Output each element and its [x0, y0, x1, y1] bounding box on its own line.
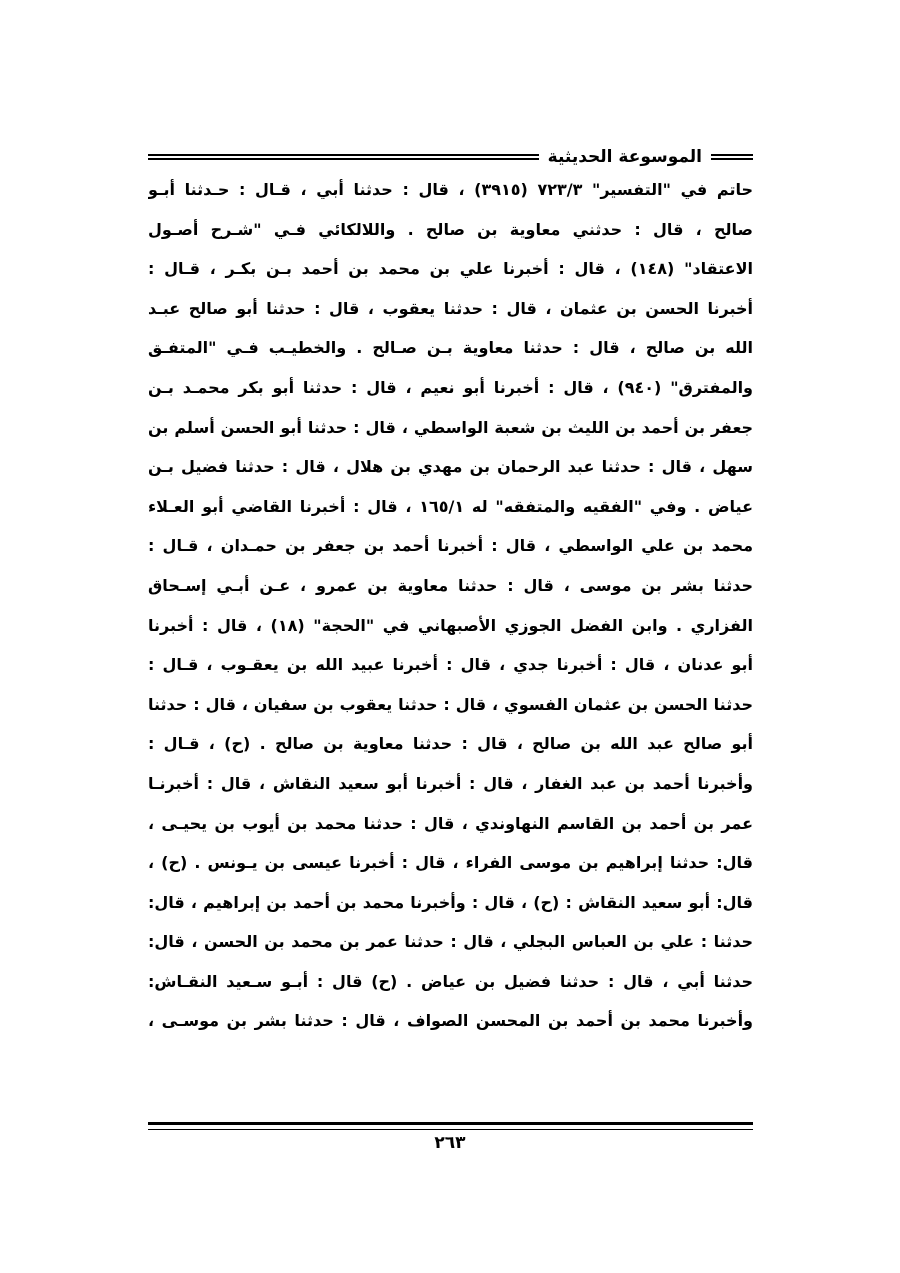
text-line: عياض . وفي "الفقيه والمتفقه" له ١٦٥/١ ، قال : أخبرنا القاضي أبو العـلاء — [148, 496, 753, 516]
text-line: قال: أبو سعيد النقاش : (ح) ، قال : وأخبرنا محمد بن أحمد بن إبراهيم ، قال: — [148, 892, 753, 912]
text-line: عمر بن أحمد بن القاسم النهاوندي ، قال : حدثنا محمد بن أيوب بن يحيـى ، — [148, 813, 753, 833]
text-line: أبو صالح عبد الله بن صالح ، قال : حدثنا معاوية بن صالح . (ح) ، قـال : — [148, 734, 753, 754]
footer-rule-thick — [148, 1122, 753, 1125]
header-title: الموسوعة الحديثية — [547, 147, 702, 167]
body-text — [148, 170, 753, 1041]
text-line: أخبرنا الحسن بن عثمان ، قال : حدثنا يعقوب ، قال : حدثنا أبو صالح عبـد — [148, 298, 753, 318]
text-line: قال: حدثنا إبراهيم بن موسى الفراء ، قال : أخبرنا عيسى بن يـونس . (ح) ، — [148, 853, 753, 873]
text-line: حدثنا بشر بن موسى ، قال : حدثنا معاوية بن عمرو ، عـن أبـي إسـحاق — [148, 575, 753, 595]
footer-rule-thin — [148, 1129, 753, 1130]
text-line: الفزاري . وابن الفضل الجوزي الأصبهاني في "الحجة" (١٨) ، قال : أخبرنا — [148, 615, 753, 635]
text-line: أبو عدنان ، قال : أخبرنا جدي ، قال : أخبرنا عبيد الله بن يعقـوب ، قـال : — [148, 655, 753, 675]
text-line: حدثنا الحسن بن عثمان الفسوي ، قال : حدثنا يعقوب بن سفيان ، قال : حدثنا — [148, 694, 753, 714]
text-line: والمفترق" (٩٤٠) ، قال : أخبرنا أبو نعيم ، قال : حدثنا أبو بكر محمـد بـن — [148, 377, 753, 397]
text-line: وأخبرنا أحمد بن عبد الغفار ، قال : أخبرنا أبو سعيد النقاش ، قال : أخبرنـا — [148, 773, 753, 793]
text-line: الاعتقاد" (١٤٨) ، قال : أخبرنا علي بن محمد بن أحمد بـن بكـر ، قـال : — [148, 259, 753, 279]
text-line: الله بن صالح ، قال : حدثنا معاوية بـن صـالح . والخطيـب فـي "المتفـق — [148, 338, 753, 358]
header-rule-long — [148, 154, 539, 160]
text-line: حدثنا أبي ، قال : حدثنا فضيل بن عياض . (ح) قال : أبـو سـعيد النقـاش: — [148, 971, 753, 991]
text-line: محمد بن علي الواسطي ، قال : أخبرنا أحمد بن جعفر بن حمـدان ، قـال : — [148, 536, 753, 556]
text-line: حاتم في "التفسير" ٧٢٣/٣ (٣٩١٥) ، قال : حدثنا أبي ، قـال : حـدثنا أبـو — [148, 180, 753, 199]
header-rule-short — [711, 154, 753, 160]
running-header — [148, 142, 753, 172]
text-line: جعفر بن أحمد بن الليث بن شعبة الواسطي ، قال : حدثنا أبو الحسن أسلم بن — [148, 417, 753, 437]
text-line: سهل ، قال : حدثنا عبد الرحمان بن مهدي بن هلال ، قال : حدثنا فضيل بـن — [148, 457, 753, 477]
text-line: حدثنا : علي بن العباس البجلي ، قال : حدثنا عمر بن محمد بن الحسن ، قال: — [148, 932, 753, 952]
text-line: وأخبرنا محمد بن أحمد بن المحسن الصواف ، قال : حدثنا بشر بن موسـى ، — [148, 1011, 753, 1031]
text-line: صالح ، قال : حدثني معاوية بن صالح . واللالكائي فـي "شـرح أصـول — [148, 219, 753, 239]
page-number: ٢٦٣ — [434, 1133, 466, 1153]
